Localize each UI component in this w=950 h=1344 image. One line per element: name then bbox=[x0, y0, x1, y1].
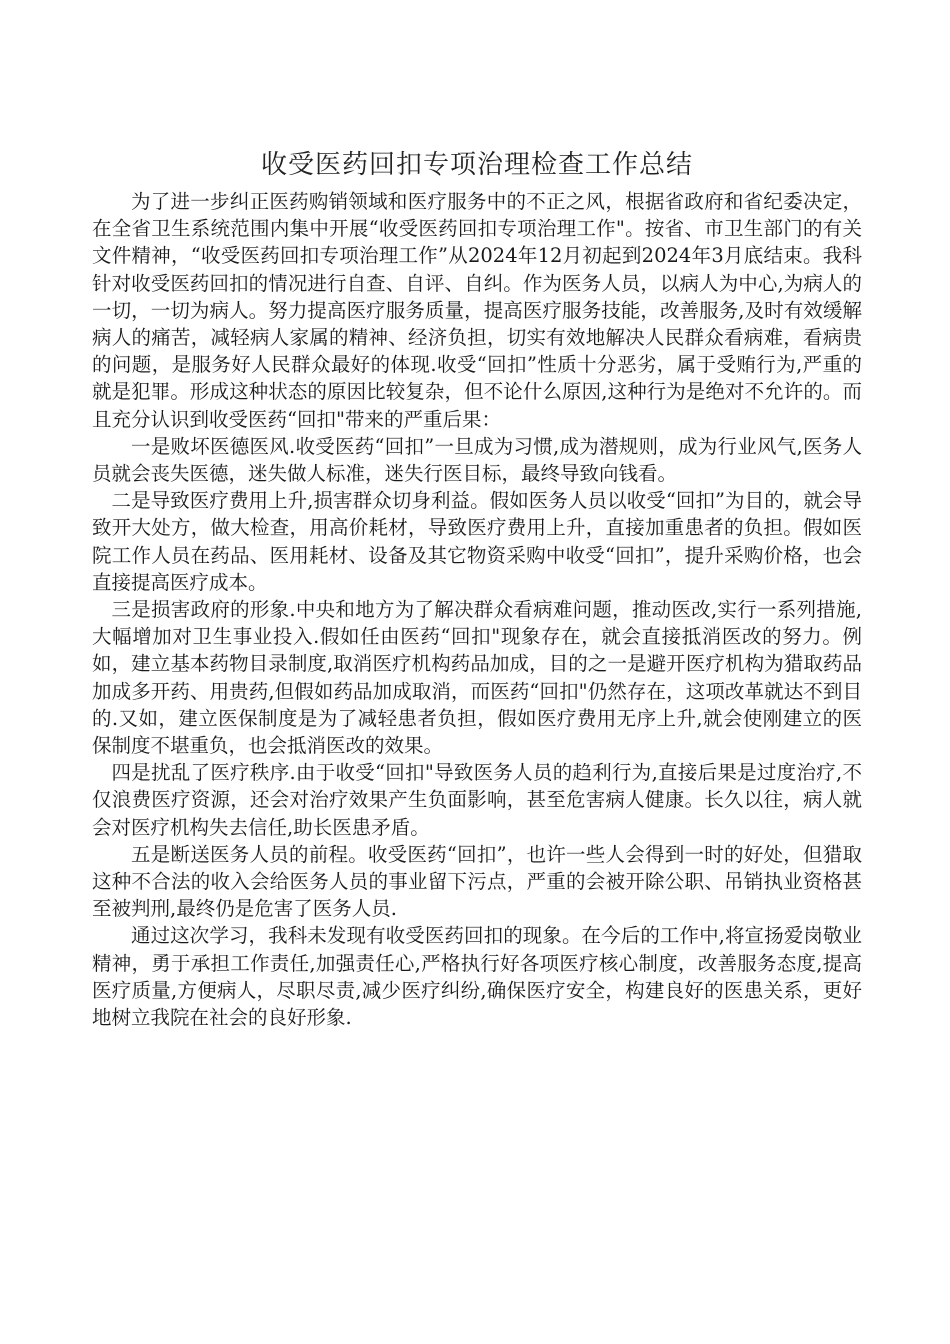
paragraph-intro: 为了进一步纠正医药购销领域和医疗服务中的不正之风，根据省政府和省纪委决定，在全省卫生系统范围内集中开展“收受医药回扣专项治理工作"。按省、市卫生部门的有关文件精神，“收受医药回扣专项治理工作”从2024年12月初起到2024年3月底结束。我科针对收受医药回扣的情况进行自查、自评、自纠。作为医务人员，以病人为中心,为病人的一切，一切为病人。努力提高医疗服务质量，提高医疗服务技能，改善服务,及时有效缓解病人的痛苦，减轻病人家属的精神、经济负担，切实有效地解决人民群众看病难，看病贵的问题，是服务好人民群众最好的体现.收受“回扣”性质十分恶劣，属于受贿行为,严重的就是犯罪。形成这种状态的原因比较复杂，但不论什么原因,这种行为是绝对不允许的。而且充分认识到收受医药“回扣"带来的严重后果： bbox=[92, 190, 862, 431]
paragraph-conclusion: 通过这次学习，我科未发现有收受医药回扣的现象。在今后的工作中,将宣扬爱岗敬业精神，勇于承担工作责任,加强责任心,严格执行好各项医疗核心制度，改善服务态度,提高医疗质量,方便病人，尽职尽责,减少医疗纠纷,确保医疗安全，构建良好的医患关系，更好地树立我院在社会的良好形象. bbox=[92, 924, 862, 1030]
paragraph-point-two: 二是导致医疗费用上升,损害群众切身利益。假如医务人员以收受“回扣”为目的，就会导致开大处方，做大检查，用高价耗材，导致医疗费用上升，直接加重患者的负担。假如医院工作人员在药品、医用耗材、设备及其它物资采购中收受“回扣”，提升采购价格，也会直接提高医疗成本。 bbox=[92, 489, 862, 594]
document-page bbox=[92, 148, 862, 1031]
paragraph-point-one: 一是败坏医德医风.收受医药“回扣”一旦成为习惯,成为潜规则，成为行业风气,医务人员就会丧失医德，迷失做人标准，迷失行医目标，最终导致向钱看。 bbox=[92, 434, 862, 486]
document-title: 收受医药回扣专项治理检查工作总结 bbox=[260, 150, 693, 180]
paragraph-point-four: 四是扰乱了医疗秩序.由于收受“回扣"导致医务人员的趋利行为,直接后果是过度治疗,不仅浪费医疗资源，还会对治疗效果产生负面影响，甚至危害病人健康。长久以往，病人就会对医疗机构失去信任,助长医患矛盾。 bbox=[92, 761, 862, 839]
paragraph-point-three: 三是损害政府的形象.中央和地方为了解决群众看病难问题，推动医改,实行一系列措施,大幅增加对卫生事业投入.假如任由医药“回扣"现象存在，就会直接抵消医改的努力。例如，建立基本药物目录制度,取消医疗机构药品加成，目的之一是避开医疗机构为猎取药品加成多开药、用贵药,但假如药品加成取消，而医药“回扣"仍然存在，这项改革就达不到目的.又如，建立医保制度是为了减轻患者负担，假如医疗费用无序上升,就会使刚建立的医保制度不堪重负，也会抵消医改的效果。 bbox=[92, 598, 862, 758]
paragraph-point-five: 五是断送医务人员的前程。收受医药“回扣”，也许一些人会得到一时的好处，但猎取这种不合法的收入会给医务人员的事业留下污点，严重的会被开除公职、吊销执业资格甚至被判刑,最终仍是危害了医务人员. bbox=[92, 842, 862, 921]
